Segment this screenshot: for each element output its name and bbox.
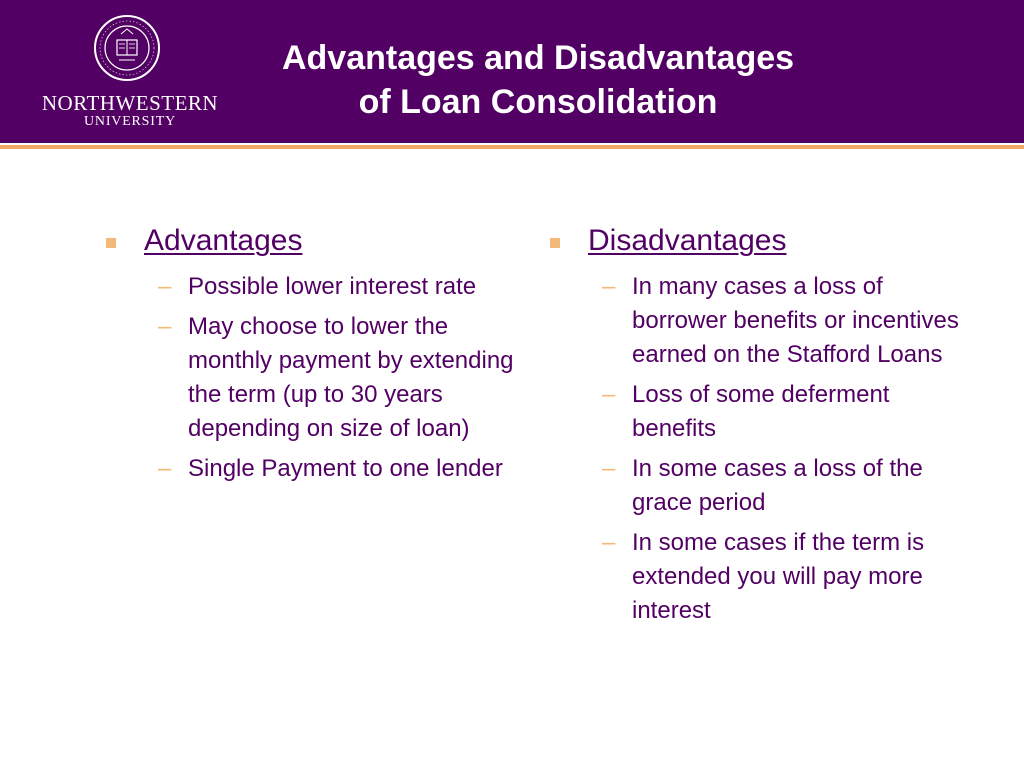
disadvantages-list	[544, 270, 964, 628]
disadvantages-column	[544, 222, 964, 634]
advantages-list	[100, 270, 520, 486]
title-line-2: of Loan Consolidation	[358, 83, 718, 121]
list-item	[544, 270, 964, 372]
advantages-column	[100, 222, 520, 492]
bullet-square-icon	[550, 238, 560, 248]
list-item-text: Possible lower interest rate	[188, 273, 477, 300]
list-item-text: May choose to lower the monthly payment by extending the term (up to 30 years depending on size of loan)	[188, 313, 514, 442]
logo-subtitle: UNIVERSITY	[84, 114, 176, 129]
advantages-heading: Advantages	[144, 224, 303, 257]
list-item-text: Loss of some deferment benefits	[632, 381, 890, 442]
dash-icon: –	[602, 455, 616, 482]
title-line-1: Advantages and Disadvantages	[281, 39, 795, 77]
disadvantages-heading: Disadvantages	[588, 224, 787, 257]
list-item-text: In some cases if the term is extended you will pay more interest	[632, 529, 925, 624]
list-item	[100, 270, 520, 304]
list-item	[544, 452, 964, 520]
list-item	[544, 378, 964, 446]
list-item	[100, 452, 520, 486]
university-seal-icon	[93, 14, 161, 82]
list-item-text: In some cases a loss of the grace period	[632, 455, 923, 516]
bullet-square-icon	[106, 238, 116, 248]
list-item	[100, 310, 520, 446]
dash-icon: –	[602, 273, 616, 300]
dash-icon: –	[602, 381, 616, 408]
dash-icon: –	[158, 313, 172, 340]
dash-icon: –	[158, 455, 172, 482]
logo-name: NORTHWESTERN	[41, 91, 219, 115]
page-title	[228, 36, 848, 124]
university-logo	[30, 14, 230, 134]
dash-icon: –	[602, 529, 616, 556]
list-item-text: Single Payment to one lender	[188, 455, 503, 482]
list-item	[544, 526, 964, 628]
advantages-heading-row	[100, 222, 520, 262]
header-divider-gold	[0, 145, 1024, 149]
dash-icon: –	[158, 273, 172, 300]
list-item-text: In many cases a loss of borrower benefits or incentives earned on the Stafford Loans	[632, 273, 959, 368]
disadvantages-heading-row	[544, 222, 964, 262]
header-bar	[0, 0, 1024, 143]
